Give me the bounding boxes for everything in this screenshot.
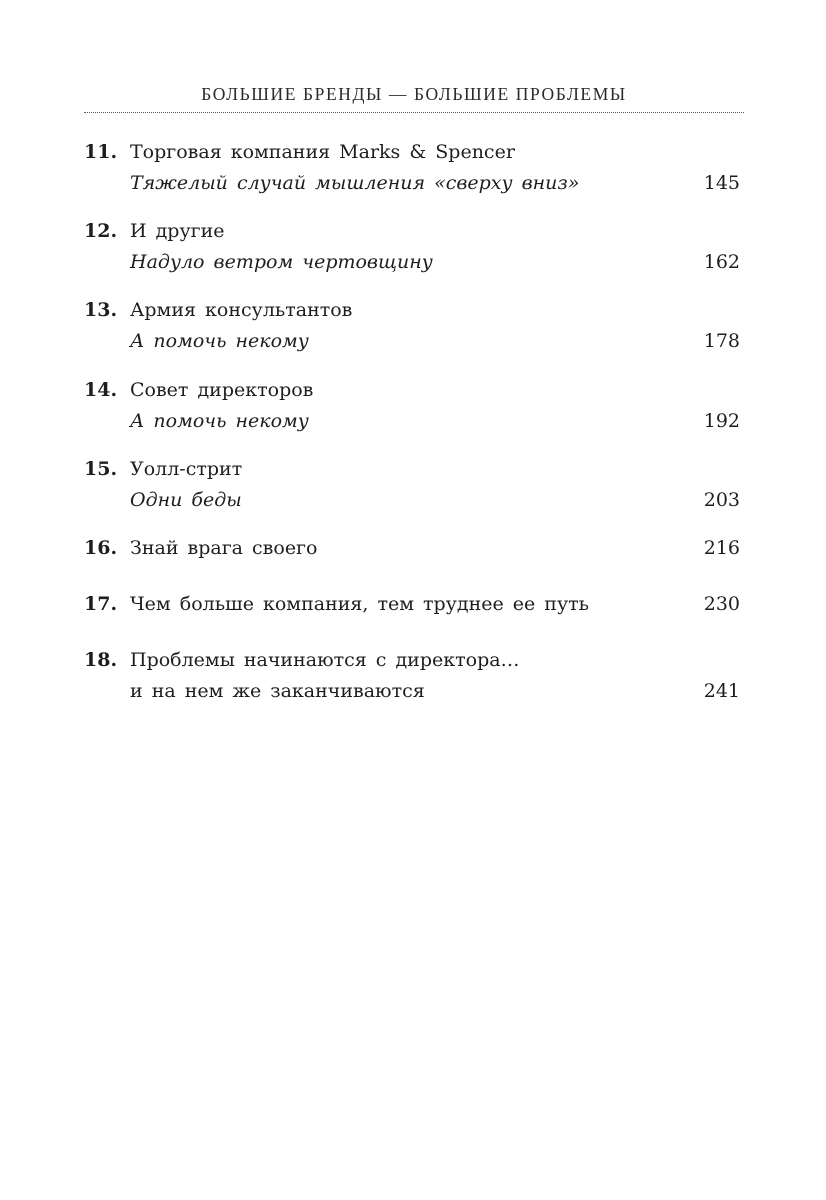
chapter-number: 13. bbox=[84, 299, 118, 321]
chapter-number: 18. bbox=[84, 649, 118, 671]
chapter-subtitle: А помочь некому bbox=[130, 410, 309, 432]
dotted-divider bbox=[84, 112, 744, 113]
chapter-title: Армия консультантов bbox=[130, 299, 353, 321]
page-number: 162 bbox=[703, 251, 740, 273]
chapter-number: 12. bbox=[84, 220, 118, 242]
chapter-number: 17. bbox=[84, 593, 118, 615]
chapter-title: И другие bbox=[130, 220, 225, 242]
chapter-title: Чем больше компания, тем труднее ее путь bbox=[130, 593, 590, 615]
chapter-title: Знай врага своего bbox=[130, 537, 318, 559]
chapter-title: Совет директоров bbox=[130, 379, 314, 401]
chapter-number: 11. bbox=[84, 141, 118, 163]
page-number: 192 bbox=[703, 410, 740, 432]
page-number: 178 bbox=[703, 330, 740, 352]
chapter-subtitle: Тяжелый случай мышления «сверху вниз» bbox=[130, 172, 580, 194]
page-number: 216 bbox=[703, 537, 740, 559]
running-head: БОЛЬШИЕ БРЕНДЫ — БОЛЬШИЕ ПРОБЛЕМЫ bbox=[201, 84, 627, 104]
chapter-title: Торговая компания Marks & Spencer bbox=[130, 141, 515, 163]
chapter-subtitle: Надуло ветром чертовщину bbox=[130, 251, 433, 273]
chapter-number: 15. bbox=[84, 458, 118, 480]
chapter-number: 14. bbox=[84, 379, 118, 401]
page-number: 230 bbox=[703, 593, 740, 615]
chapter-subtitle: А помочь некому bbox=[130, 330, 309, 352]
page-number: 145 bbox=[703, 172, 740, 194]
chapter-subtitle: Одни беды bbox=[130, 489, 242, 511]
chapter-title: Уолл-стрит bbox=[130, 458, 243, 480]
chapter-title-continuation: и на нем же заканчиваются bbox=[130, 680, 425, 702]
chapter-number: 16. bbox=[84, 537, 118, 559]
page-number: 241 bbox=[703, 680, 740, 702]
page-number: 203 bbox=[703, 489, 740, 511]
chapter-title: Проблемы начинаются с директора… bbox=[130, 649, 520, 671]
